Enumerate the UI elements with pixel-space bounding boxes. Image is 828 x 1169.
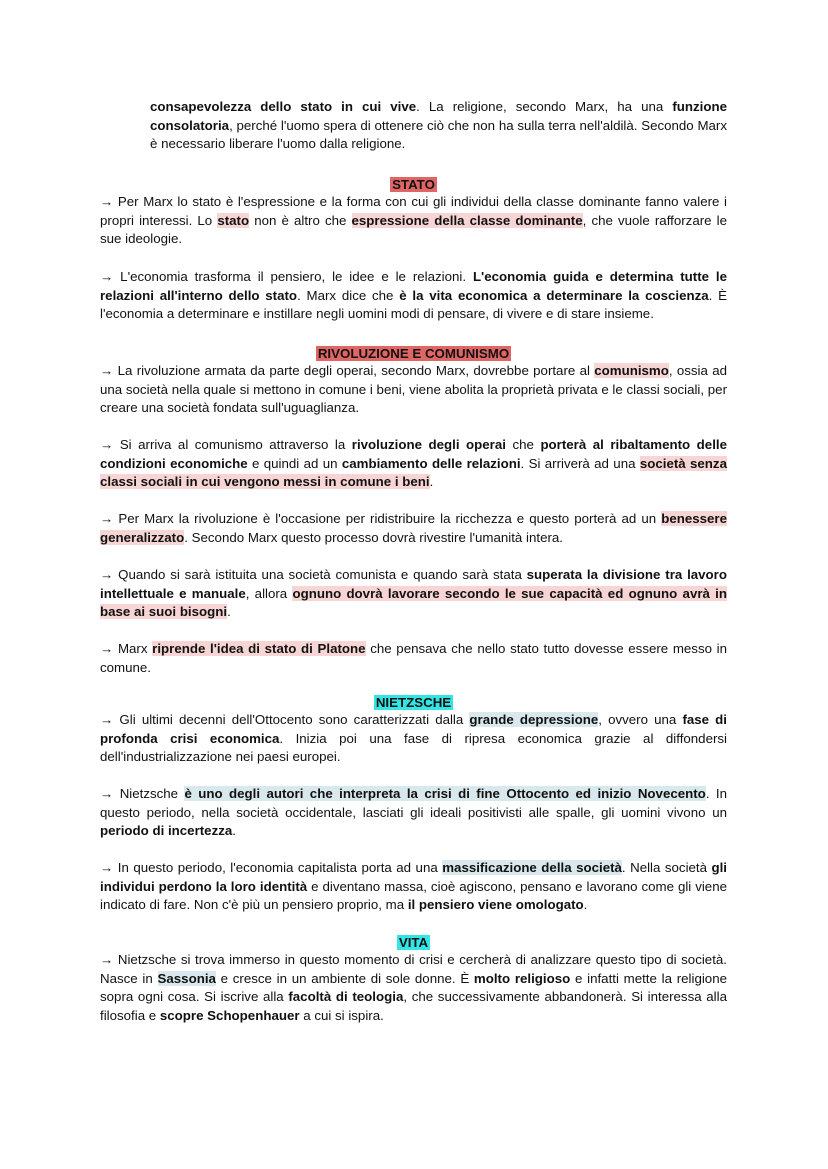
rivoluzione-paragraph-4: → Quando si sarà istituita una società comunista e quando sarà stata superata la divisione tra lavoro intellettuale e manuale, allora ognuno dovrà lavorare secondo le sue capacità ed ognuno avrà in base ai suoi bisogni.: [100, 567, 727, 620]
rivoluzione-paragraph-2: → Si arriva al comunismo attraverso la rivoluzione degli operai che porterà al ribaltamento delle condizioni economiche e quindi ad un cambiamento delle relazioni. Si arriverà ad una società senza classi sociali in cui vengono messi in comune i beni.: [100, 437, 727, 490]
nietzsche-paragraph-3: → In questo periodo, l'economia capitalista porta ad una massificazione della società. Nella società gli individui perdono la loro identità e diventano massa, cioè agiscono, pensano e lavorano come gli viene indicato di fare. Non c'è più un pensiero proprio, ma il pensiero viene omologato.: [100, 860, 727, 913]
heading-vita: VITA: [398, 935, 429, 950]
rivoluzione-paragraph-3: → Per Marx la rivoluzione è l'occasione per ridistribuire la ricchezza e questo porterà ad un benessere generalizzato. Secondo Marx questo processo dovrà rivestire l'umanità intera.: [100, 511, 727, 545]
heading-rivoluzione-comunismo: RIVOLUZIONE E COMUNISMO: [317, 346, 510, 361]
rivoluzione-paragraph-5: → Marx riprende l'idea di stato di Platone che pensava che nello stato tutto dovesse essere messo in comune.: [100, 641, 728, 675]
nietzsche-paragraph-2: → Nietzsche è uno degli autori che interpreta la crisi di fine Ottocento ed inizio Novecento. In questo periodo, nella società occidentale, lasciati gli ideali positivisti alle spalle, gli uomini vivono un periodo di incertezza.: [100, 786, 727, 839]
stato-paragraph-1: → Per Marx lo stato è l'espressione e la forma con cui gli individui della classe dominante fanno valere i propri interessi. Lo stato non è altro che espressione della classe dominante, che vuole rafforzare le sue ideologie.: [100, 194, 727, 247]
stato-paragraph-2: → L'economia trasforma il pensiero, le idee e le relazioni. L'economia guida e determina tutte le relazioni all'interno dello stato. Marx dice che è la vita economica a determinare la coscienza. È l'economia a determinare e instillare negli uomini modi di pensare, di vivere e di stare insieme.: [100, 269, 728, 322]
nietzsche-paragraph-1: → Gli ultimi decenni dell'Ottocento sono caratterizzati dalla grande depressione, ovvero una fase di profonda crisi economica. Inizia poi una fase di ripresa economica grazie al diffondersi dell'industrializzazione nei paesi europei.: [100, 712, 728, 765]
rivoluzione-paragraph-1: → La rivoluzione armata da parte degli operai, secondo Marx, dovrebbe portare al comunismo, ossia ad una società nella quale si mettono in comune i beni, viene abolita la proprietà privata e le classi sociali, per creare una società fondata sull'uguaglianza.: [100, 363, 727, 416]
heading-stato: STATO: [392, 177, 435, 192]
heading-nietzsche: NIETZSCHE: [375, 695, 452, 710]
vita-paragraph-1: → Nietzsche si trova immerso in questo momento di crisi e cercherà di analizzare questo tipo di società. Nasce in Sassonia e cresce in un ambiente di sole donne. È molto religioso e infatti mette la religione sopra ogni cosa. Si iscrive alla facoltà di teologia, che successivamente abbandonerà. Si interessa alla filosofia e scopre Schopenhauer a cui si ispira.: [100, 952, 727, 1023]
intro-paragraph: consapevolezza dello stato in cui vive. La religione, secondo Marx, ha una funzione consolatoria, perché l'uomo spera di ottenere ciò che non ha sulla terra nell'aldilà. Secondo Marx è necessario liberare l'uomo dalla religione.: [150, 99, 727, 152]
